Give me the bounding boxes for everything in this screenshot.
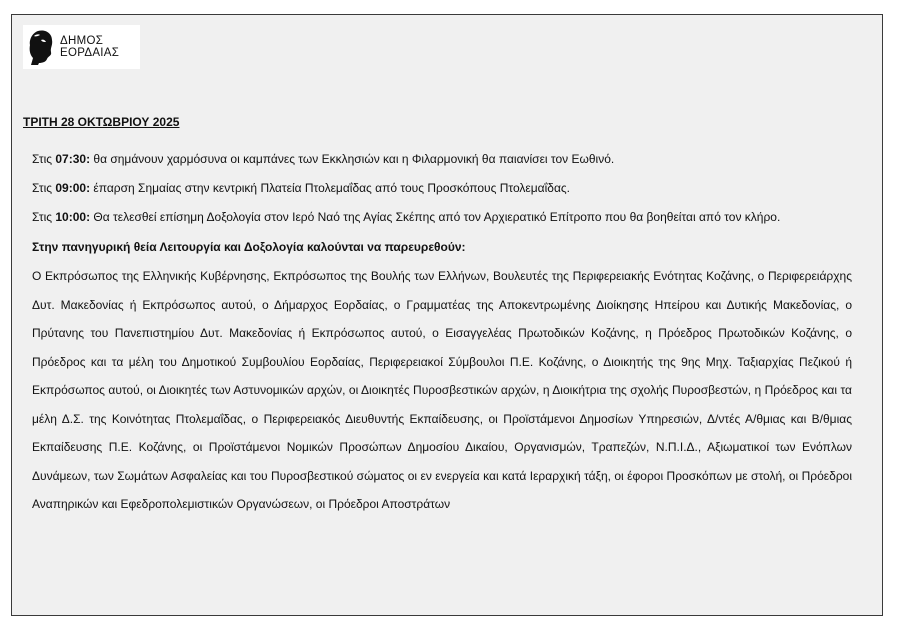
schedule-item: Στις 10:00: Θα τελεσθεί επίσημη Δοξολογία στον Ιερό Ναό της Αγίας Σκέπης από τον Αρχιερατικό Επίτροπο που θα βοηθείται από τον κλήρο. (32, 210, 781, 224)
logo-line-2: ΕΟΡΔΑΙΑΣ (60, 47, 120, 59)
municipality-logo (23, 25, 140, 69)
schedule-time: 09:00: (55, 181, 91, 195)
schedule-item: Στις 09:00: έπαρση Σημαίας στην κεντρική Πλατεία Πτολεμαΐδας από τους Προσκόπους Πτολεμαΐδας. (32, 181, 570, 195)
invitation-body: Ο Εκπρόσωπος της Ελληνικής Κυβέρνησης, Εκπρόσωπος της Βουλής των Ελλήνων, Βουλευτές της Περιφερειακής Ενότητας Κοζάνης, ο Περιφερειάρχης Δυτ. Μακεδονίας ή Εκπρόσωπος αυτού, ο Δήμαρχος Εορδαίας, ο Γραμματέας της Αποκεντρωμένης Διοίκησης Ηπείρου και Δυτικής Μακεδονίας, ο Πρύτανης του Πανεπιστημίου Δυτ. Μακεδονίας ή Εκπρόσωπος αυτού, ο Εισαγγελέας Πρωτοδικών Κοζάνης, η Πρόεδρος Πρωτοδικών Κοζάνης, ο Πρόεδρος και τα μέλη του Δημοτικού Συμβουλίου Εορδαίας, Περιφερειακοί Σύμβουλοι Π.Ε. Κοζάνης, ο Διοικητής της 9ης Μηχ. Ταξιαρχίας Πεζικού ή Εκπρόσωπος αυτού, οι Διοικητές των Αστυνομικών αρχών, οι Διοικητές Πυροσβεστικών αρχών, η Διοικήτρια της σχολής Πυροσβεστών, η Πρόεδρος και τα μέλη Δ.Σ. της Κοινότητας Πτολεμαΐδας, ο Περιφερειακός Διευθυντής Εκπαίδευσης, οι Προϊστάμενοι Δημοσίων Υπηρεσιών, Δ/ντές Α/θμιας και Β/θμιας Εκπαίδευσης Π.Ε. Κοζάνης, οι Προϊστάμενοι Νομικών Προσώπων Δημοσίου Δικαίου, Οργανισμών, Τραπεζών, Ν.Π.Ι.Δ., Αξιωματικοί των Ενόπλων Δυνάμεων, των Σωμάτων Ασφαλείας και του Πυροσβεστικού σώματος οι εν ενεργεία και κατά Ιεραρχική τάξη, οι έφοροι Προσκόπων με στολή, οι Πρόεδροι Αναπηρικών και Εφεδροπολεμιστικών Οργανώσεων, οι Πρόεδροι Αποστράτων (32, 269, 852, 511)
schedule-item: Στις 07:30: θα σημάνουν χαρμόσυνα οι καμπάνες των Εκκλησιών και η Φιλαρμονική θα παιανίσει τον Εωθινό. (32, 152, 615, 166)
schedule-time: 10:00: (55, 210, 91, 224)
document-content (32, 150, 852, 519)
head-profile-icon (26, 28, 56, 66)
invitation-heading: Στην πανηγυρική θεία Λειτουργία και Δοξολογία καλούνται να παρευρεθούν: (32, 240, 466, 254)
schedule-time: 07:30: (55, 152, 91, 166)
date-heading: ΤΡΙΤΗ 28 ΟΚΤΩΒΡΙΟΥ 2025 (23, 115, 180, 129)
logo-line-1: ΔΗΜΟΣ (60, 35, 104, 47)
logo-text (60, 35, 119, 59)
